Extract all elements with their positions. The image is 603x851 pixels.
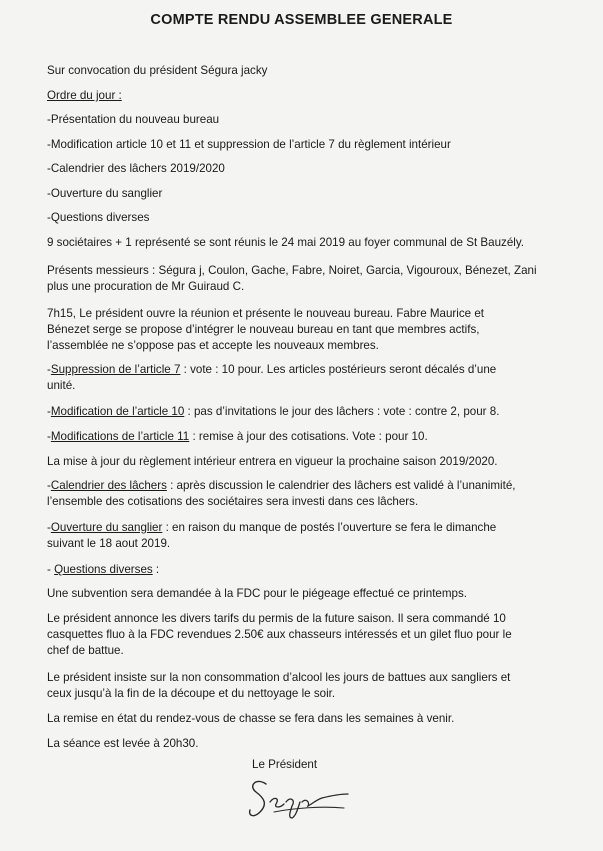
article-11-line: -Modifications de l’article 11 : remise à jour des cotisations. Vote : pour 10. <box>47 430 428 443</box>
attendance-text: 9 sociétaires + 1 représenté se sont réunis le 24 mai 2019 au foyer communal de St Bauzély. <box>47 236 525 249</box>
article-11-label: Modifications de l’article 11 <box>50 430 190 443</box>
calendar-text: : après discussion le calendrier des lâchers est validé à l’unanimité, <box>166 479 516 492</box>
article-10-text: : pas d’invitations le jour des lâchers : vote : contre 2, pour 8. <box>184 405 500 418</box>
tarifs-line-1: Le président annonce les divers tarifs du permis de la future saison. Il sera commandé 10 <box>47 612 506 625</box>
article-7-line: -Suppression de l’article 7 : vote : 10 pour. Les articles postérieurs seront décalés d’une <box>47 363 497 376</box>
questions-heading: - Questions diverses : <box>47 563 160 576</box>
calendar-line: -Calendrier des lâchers : après discussion le calendrier des lâchers est validé à l’unanimité, <box>47 479 516 492</box>
agenda-item-1: -Présentation du nouveau bureau <box>47 113 220 126</box>
agenda-item-3: -Calendrier des lâchers 2019/2020 <box>47 162 225 175</box>
article-7-label: Suppression de l’article 7 <box>50 363 181 376</box>
calendar-line-2: l’ensemble des cotisations des sociétaires sera investi dans ces lâchers. <box>47 495 419 508</box>
subsidy-text: Une subvention sera demandée à la FDC pour le piégeage effectué ce printemps. <box>47 587 467 600</box>
document-title: COMPTE RENDU ASSEMBLEE GENERALE <box>150 12 453 28</box>
alcohol-line-2: ceux jusqu’à la fin de la découpe et du nettoyage le soir. <box>47 687 336 700</box>
present-line-1: Présents messieurs : Ségura j, Coulon, Gache, Fabre, Noiret, Garcia, Vigouroux, Bénezet, Zani <box>47 264 537 277</box>
repair-text: La remise en état du rendez-vous de chasse se fera dans les semaines à venir. <box>47 712 455 725</box>
article-11-text: : remise à jour des cotisations. Vote : pour 10. <box>189 430 428 443</box>
agenda-item-5: -Questions diverses <box>47 211 150 224</box>
boar-text: : en raison du manque de postés l’ouverture se fera le dimanche <box>162 521 497 534</box>
agenda-item-2: -Modification article 10 et 11 et suppression de l’article 7 du règlement intérieur <box>47 138 451 151</box>
calendar-label: Calendrier des lâchers <box>50 479 167 492</box>
tarifs-line-2: casquettes fluo à la FDC revendues 2.50€ aux chasseurs intéressés et un gilet fluo pour le <box>47 628 512 641</box>
opening-line-2: Bénezet serge se propose d’intégrer le nouveau bureau en tant que membres actifs, <box>47 323 480 336</box>
agenda-heading: Ordre du jour : <box>47 89 122 102</box>
opening-line-3: l’assemblée ne s’oppose pas et accepte les nouveaux membres. <box>47 339 379 352</box>
article-10-line: -Modification de l’article 10 : pas d’invitations le jour des lâchers : vote : contre 2, pour 8. <box>47 405 500 418</box>
signature-label: Le Président <box>252 758 318 771</box>
agenda-item-4: -Ouverture du sanglier <box>47 187 163 200</box>
article-7-line-2: unité. <box>47 379 76 392</box>
boar-line: -Ouverture du sanglier : en raison du manque de postés l’ouverture se fera le dimanche <box>47 521 497 534</box>
questions-heading-suffix: : <box>152 563 160 576</box>
article-10-label: Modification de l’article 10 <box>50 405 185 418</box>
tarifs-line-3: chef de battue. <box>47 644 124 657</box>
boar-label: Ouverture du sanglier <box>50 521 163 534</box>
rule-update-text: La mise à jour du règlement intérieur entrera en vigueur la prochaine saison 2019/2020. <box>47 455 498 468</box>
present-line-2: plus une procuration de Mr Guiraud C. <box>47 280 245 293</box>
convocation-text: Sur convocation du président Ségura jacky <box>47 64 268 77</box>
closing-text: La séance est levée à 20h30. <box>47 737 199 750</box>
questions-heading-label: Questions diverses <box>54 563 153 576</box>
boar-line-2: suivant le 18 aout 2019. <box>47 537 171 550</box>
opening-line-1: 7h15, Le président ouvre la réunion et présente le nouveau bureau. Fabre Maurice et <box>47 307 484 320</box>
alcohol-line-1: Le président insiste sur la non consommation d’alcool les jours de battues aux sangliers et <box>47 671 511 684</box>
article-7-text: : vote : 10 pour. Les articles postérieurs seront décalés d’une <box>180 363 497 376</box>
president-signature <box>244 772 354 824</box>
